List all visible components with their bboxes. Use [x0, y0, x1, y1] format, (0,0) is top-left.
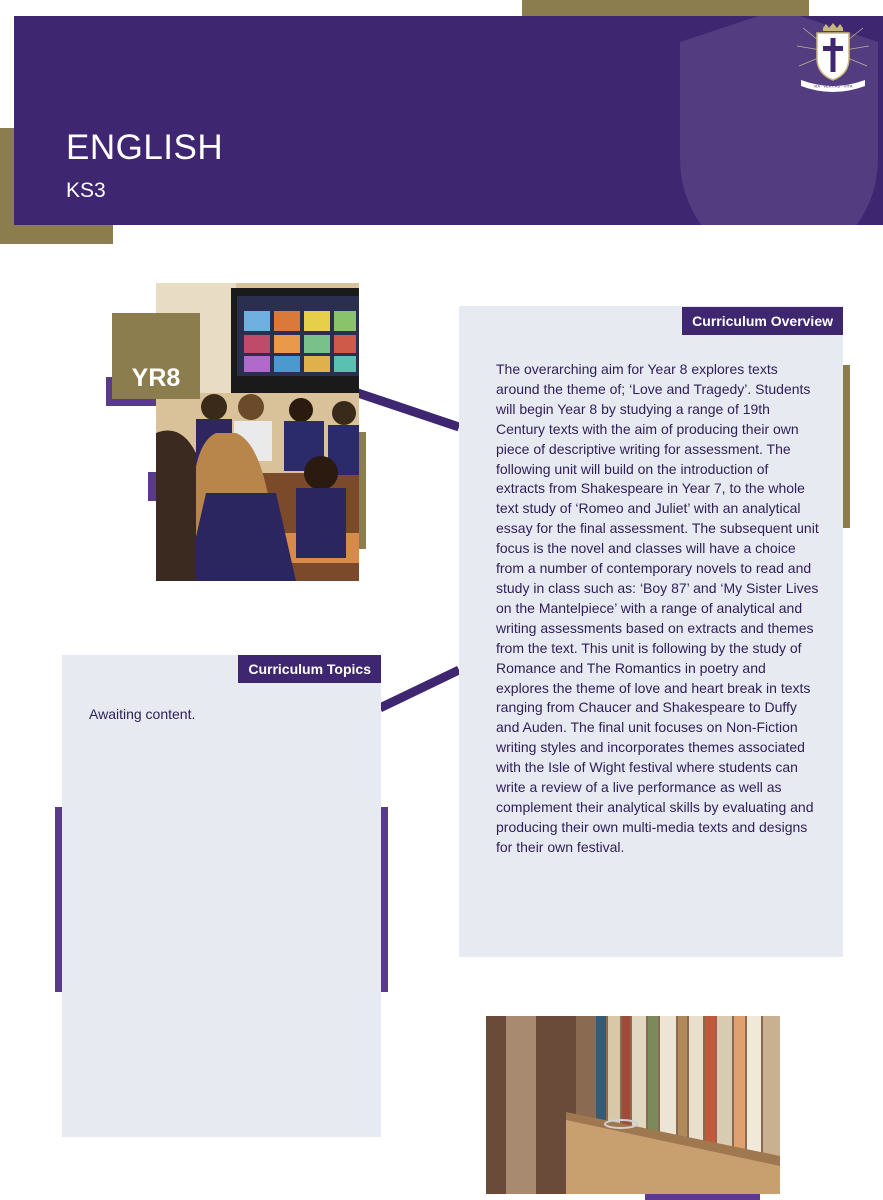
bookshelf-photo	[486, 1016, 780, 1194]
curriculum-overview-text: The overarching aim for Year 8 explores texts around the theme of; ‘Love and Tragedy’. Students will begin Year 8 by studying a range of 19th Century texts with the aim of producing their own piece of descriptive writing for assessment. The following unit will build on the introduction of extracts from Shakespeare in Year 7, to the whole text study of ‘Romeo and Juliet’ with an analytical essay for the final assessment. The subsequent unit focus is the novel and classes will have a choice from a number of contemporary novels to read and study in class such as: ‘Boy 87’ and ‘My Sister Lives on the Mantelpiece’ with a range of analytical and writing assessments based on extracts and themes from the text. This unit is following by the study of Romance and The Romantics in poetry and explores the theme of love and heart break in texts ranging from Chaucer and Shakespeare to Duffy and Auden. The final unit focuses on Non-Fiction writing styles and incorporates themes associated with the Isle of Wight festival where students can write a review of a live performance as well as complement their analytical skills by evaluating and producing their own multi-media texts and designs for their own festival.	[496, 361, 819, 855]
curriculum-overview-panel	[459, 306, 843, 957]
accent-bar	[359, 432, 366, 549]
curriculum-overview-label: Curriculum Overview	[682, 307, 843, 335]
accent-bar	[843, 365, 850, 528]
year-badge: YR8	[112, 313, 200, 399]
accent-bar	[381, 807, 388, 992]
accent-bar	[55, 807, 62, 992]
page-subtitle: KS3	[66, 179, 106, 202]
curriculum-topics-text: Awaiting content.	[89, 706, 196, 722]
accent-bar	[148, 472, 156, 501]
page-title: ENGLISH	[66, 128, 224, 167]
curriculum-topics-label: Curriculum Topics	[238, 655, 381, 683]
crest-motto: VIA · VERITAS · VITA	[813, 83, 853, 89]
curriculum-topics-panel	[62, 655, 381, 1137]
